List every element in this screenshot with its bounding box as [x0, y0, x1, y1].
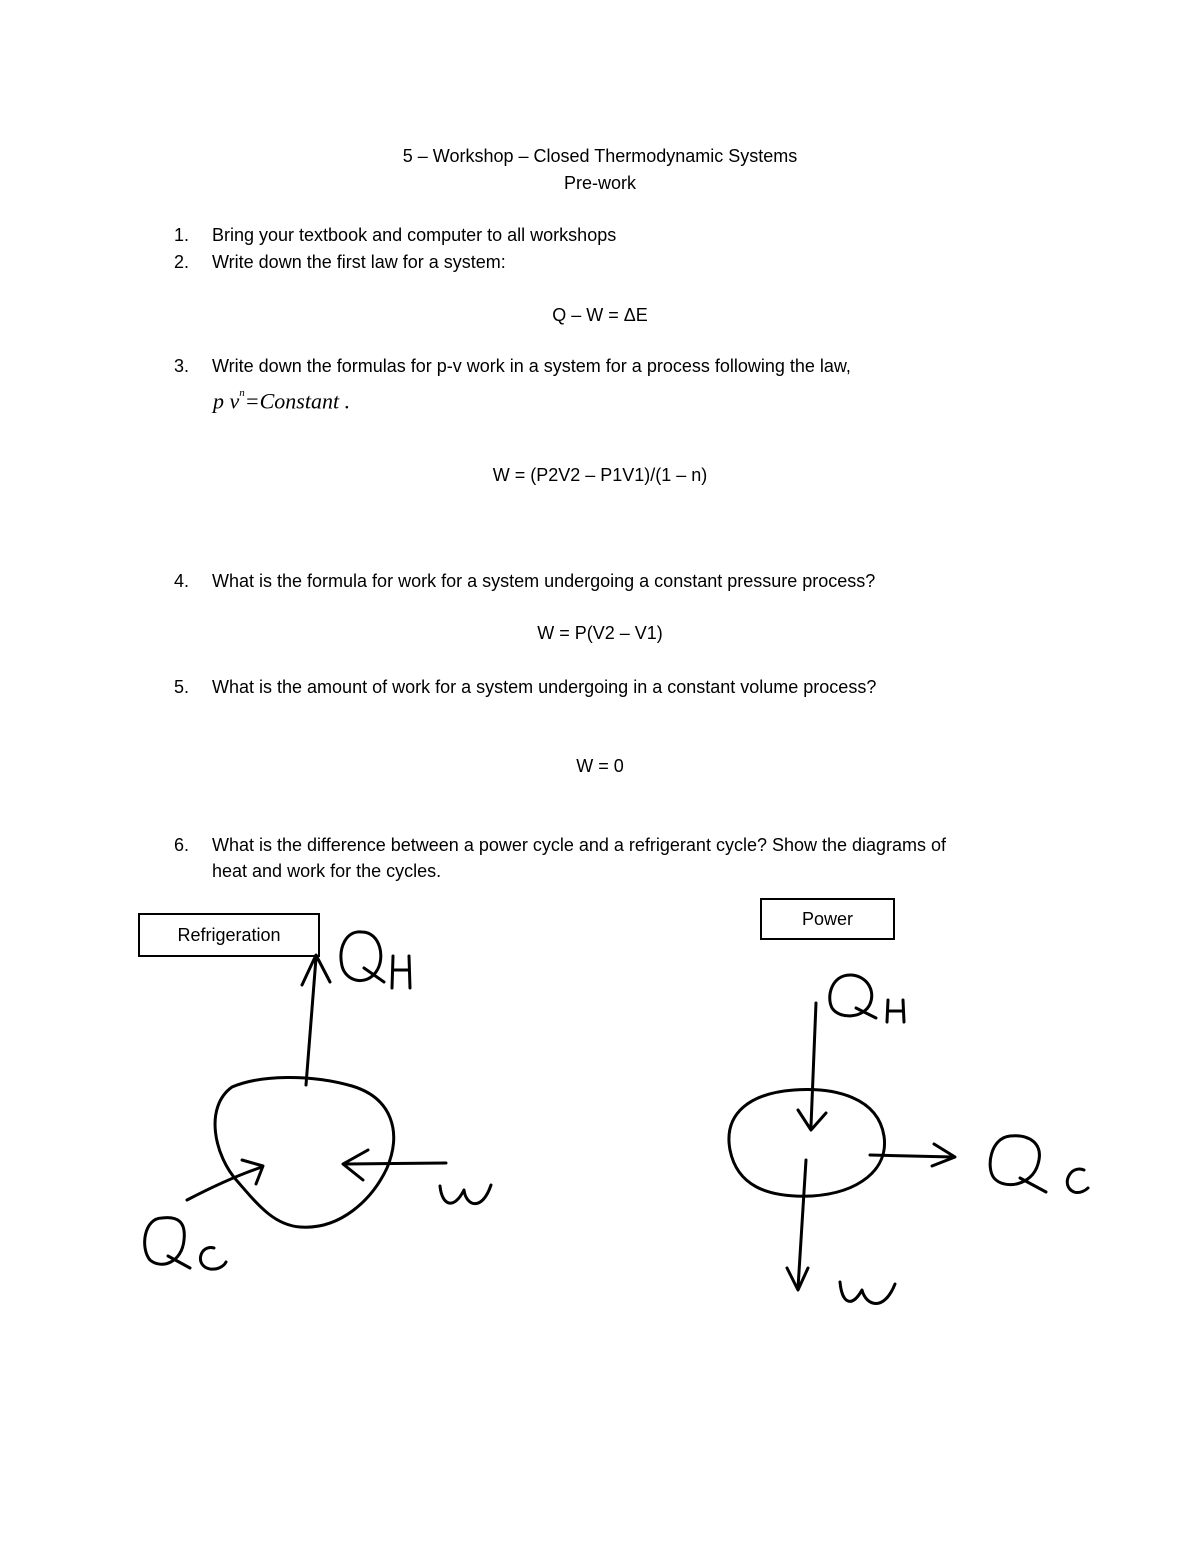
- power-system-blob: [729, 1090, 885, 1197]
- power-w-label: [840, 1282, 895, 1304]
- qh-in-arrow: [798, 1003, 826, 1130]
- answer-constant-pressure-work: W = P(V2 – V1): [537, 623, 663, 643]
- refrigeration-diagram: [145, 932, 491, 1269]
- refrigeration-qc-label: [145, 1218, 226, 1270]
- question-text-line-1: What is the difference between a power cycle and a refrigerant cycle? Show the diagrams of: [212, 835, 947, 855]
- power-qc-label: [990, 1136, 1088, 1193]
- question-text: What is the amount of work for a system undergoing in a constant volume process?: [212, 677, 877, 697]
- work-in-arrow: [343, 1150, 446, 1180]
- question-number: 2.: [174, 252, 190, 272]
- question-text-line-2: heat and work for the cycles.: [212, 861, 442, 881]
- question-text: Write down the formulas for p-v work in a system for a process following the law,: [212, 356, 851, 376]
- refrigeration-qh-label: [341, 932, 410, 988]
- question-number: 6.: [174, 835, 190, 855]
- work-out-arrow: [787, 1160, 808, 1290]
- power-qh-label: [830, 975, 904, 1022]
- qh-out-arrow: [302, 955, 330, 1085]
- refrigeration-w-label: [440, 1185, 491, 1204]
- document-title: 5 – Workshop – Closed Thermodynamic Systems: [402, 146, 798, 166]
- answer-constant-volume-work: W = 0: [576, 756, 624, 776]
- answer-polytropic-work: W = (P2V2 – P1V1)/(1 – n): [492, 465, 708, 485]
- question-number: 4.: [174, 571, 190, 591]
- polytropic-law-formula: p $v^n=Constant$ .: [213, 387, 351, 414]
- question-text: Write down the first law for a system:: [212, 252, 506, 272]
- question-text: Bring your textbook and computer to all workshops: [212, 225, 617, 245]
- question-number: 3.: [174, 356, 190, 376]
- power-diagram: [729, 975, 1088, 1304]
- question-number: 5.: [174, 677, 190, 697]
- refrigeration-label: Refrigeration: [177, 924, 281, 945]
- document-subtitle: Pre-work: [563, 173, 636, 193]
- qc-out-arrow: [870, 1144, 955, 1166]
- question-text: What is the formula for work for a system undergoing a constant pressure process?: [212, 571, 876, 591]
- answer-first-law: Q – W = ΔE: [552, 305, 648, 325]
- power-label: Power: [801, 908, 854, 929]
- question-number: 1.: [174, 225, 190, 245]
